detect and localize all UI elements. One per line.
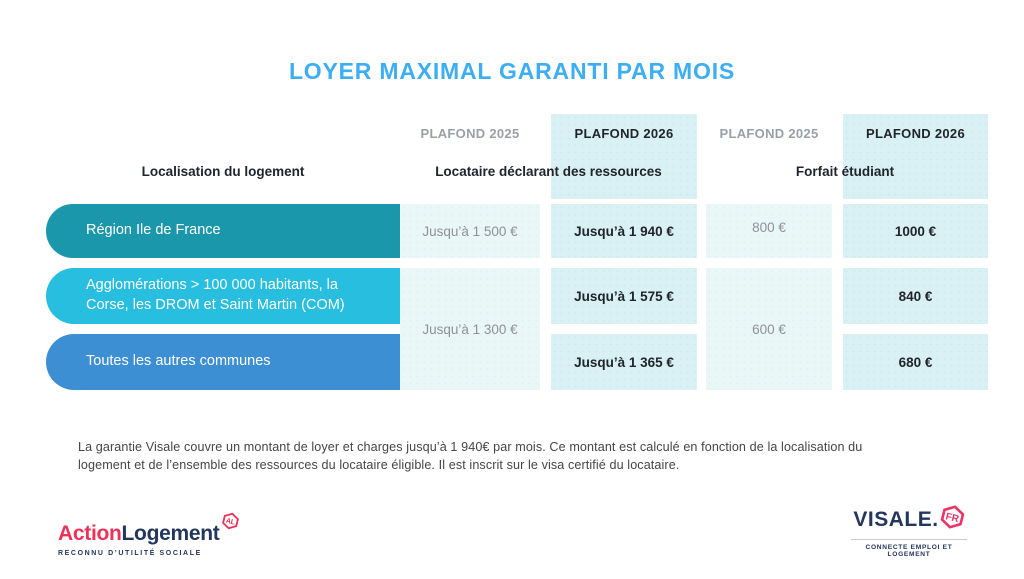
visale-wordmark-text: VISALE. (853, 507, 939, 531)
action-logement-wordmark (58, 512, 240, 546)
footnote-text: La garantie Visale couvre un montant de loyer et charges jusqu’à 1 940€ par mois. Ce montant est calculé en fonction de la localisation du logement et de l’ensemble des ressources du locataire éligible. Il est inscrit sur le visa certifié du locataire. (78, 440, 863, 472)
svg-text:FR: FR (943, 511, 960, 526)
group-header-ressources: Locataire déclarant des ressources (435, 164, 662, 179)
action-logement-logo (58, 512, 240, 557)
svg-text:AL: AL (225, 516, 237, 527)
al-hexagon-badge-icon (221, 512, 240, 536)
cell-merged-etudiant-2025: 600 € (752, 321, 786, 337)
visale-tagline: CONNECTE EMPLOI ET LOGEMENT (865, 544, 953, 558)
row-label-text: Toutes les autres communes (86, 353, 271, 370)
visale-divider (851, 539, 967, 540)
row-label-region-ile-de-france (46, 204, 400, 258)
visale-logo (848, 505, 970, 558)
fr-hexagon-badge-icon (940, 505, 965, 534)
cell-row2-etudiant-2026: 840 € (898, 288, 933, 304)
cell-row1-etudiant-2026: 1000 € (894, 223, 937, 239)
visale-wordmark (848, 505, 970, 534)
row-header-localisation: Localisation du logement (141, 164, 305, 179)
cell-merged-ressources-2025: Jusqu’à 1 300 € (422, 321, 518, 337)
cell-row1-ressources-2025: Jusqu’à 1 500 € (422, 223, 518, 239)
action-logement-wordmark-logement: Logement (121, 522, 220, 545)
column-header-etudiant-plafond-2026: PLAFOND 2026 (866, 126, 965, 141)
action-logement-wordmark-action: Action (58, 522, 122, 545)
column-header-ressources-plafond-2025: PLAFOND 2025 (420, 126, 520, 141)
cell-row2-ressources-2026: Jusqu’à 1 575 € (574, 288, 674, 304)
page-title: LOYER MAXIMAL GARANTI PAR MOIS (288, 58, 736, 84)
row-label-text: Région Ile de France (86, 222, 221, 239)
cell-row3-etudiant-2026: 680 € (898, 354, 933, 370)
row-label-autres-communes (46, 334, 400, 390)
cell-row1-ressources-2026: Jusqu’à 1 940 € (574, 223, 674, 239)
cell-row3-ressources-2026: Jusqu’à 1 365 € (574, 354, 674, 370)
row-label-text: Agglomérations > 100 000 habitants, la Corse, les DROM et Saint Martin (COM) (86, 277, 345, 313)
group-header-etudiant: Forfait étudiant (795, 164, 895, 179)
action-logement-tagline: RECONNU D’UTILITÉ SOCIALE (58, 550, 202, 557)
column-header-ressources-plafond-2026: PLAFOND 2026 (574, 126, 674, 141)
column-header-etudiant-plafond-2025: PLAFOND 2025 (719, 126, 819, 141)
row-label-agglomerations (46, 268, 400, 324)
cell-row1-etudiant-2025: 800 € (752, 219, 786, 235)
